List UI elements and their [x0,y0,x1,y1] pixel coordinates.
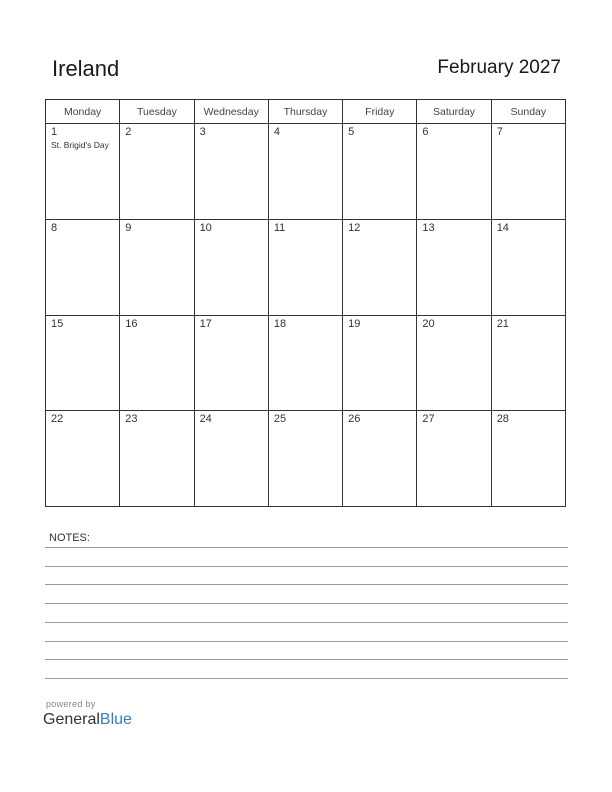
notes-line [45,659,568,660]
day-number: 5 [348,126,355,138]
day-number: 12 [348,221,361,234]
day-cell [46,219,120,315]
day-cell [343,411,417,507]
day-cell [120,124,194,220]
day-cell [343,315,417,411]
day-number: 9 [125,221,132,234]
day-number: 27 [422,413,435,426]
day-number: 13 [422,221,435,234]
notes-label: NOTES: [49,532,90,544]
holiday-label: St. Brigid's Day [51,140,109,150]
day-number: 1 [51,126,58,138]
month-title: February 2027 [437,57,561,78]
logo-general-text: General [43,711,100,728]
weekday-header: Wednesday [194,100,268,124]
notes-line [45,547,568,548]
day-cell [120,219,194,315]
week-row [46,315,566,411]
week-row [46,219,566,315]
day-number: 8 [51,221,58,234]
day-number: 28 [496,413,509,426]
week-row [46,124,566,220]
day-number: 19 [348,317,361,330]
day-number: 15 [51,317,64,330]
day-number: 22 [51,413,64,426]
day-cell [268,411,342,507]
day-number: 11 [273,221,286,234]
day-number: 6 [422,126,429,138]
notes-line [45,622,568,623]
day-cell [46,411,120,507]
day-number: 24 [199,413,212,426]
notes-line [45,603,568,604]
weekday-header: Thursday [268,100,342,124]
day-number: 23 [125,413,138,426]
day-number: 17 [199,317,212,330]
week-row [46,411,566,507]
day-number: 4 [273,126,280,138]
day-cell [194,219,268,315]
day-cell [120,315,194,411]
day-cell [268,219,342,315]
weekday-header: Friday [343,100,417,124]
day-cell [194,411,268,507]
weekday-header: Tuesday [120,100,194,124]
day-cell [120,411,194,507]
day-number: 10 [199,221,212,234]
day-cell [491,315,565,411]
day-cell [46,315,120,411]
powered-by-text: powered by [46,699,96,709]
day-cell [491,219,565,315]
day-number: 2 [125,126,132,138]
day-number: 3 [199,126,206,138]
weekday-header: Saturday [417,100,491,124]
day-number: 14 [496,221,509,234]
notes-line [45,678,568,679]
generalblue-logo [43,711,132,729]
day-number: 18 [273,317,287,330]
weekday-header: Sunday [491,100,565,124]
day-number: 16 [125,317,138,330]
day-number: 20 [422,317,435,330]
weekday-header-row [46,100,566,124]
weekday-header: Monday [46,100,120,124]
day-number: 25 [273,413,287,426]
day-number: 21 [496,317,509,330]
day-cell [417,315,491,411]
day-number: 7 [496,126,503,138]
country-title: Ireland [52,56,120,81]
day-cell [343,124,417,220]
day-cell [417,219,491,315]
day-cell [46,124,120,220]
notes-line [45,566,568,567]
day-number: 26 [348,413,361,426]
day-cell [343,219,417,315]
notes-line [45,641,568,642]
day-cell [491,124,565,220]
calendar-grid [45,99,566,507]
day-cell [268,124,342,220]
day-cell [194,315,268,411]
day-cell [194,124,268,220]
day-cell [491,411,565,507]
notes-line [45,584,568,585]
day-cell [417,411,491,507]
logo-blue-text: Blue [99,711,132,728]
day-cell [417,124,491,220]
day-cell [268,315,342,411]
